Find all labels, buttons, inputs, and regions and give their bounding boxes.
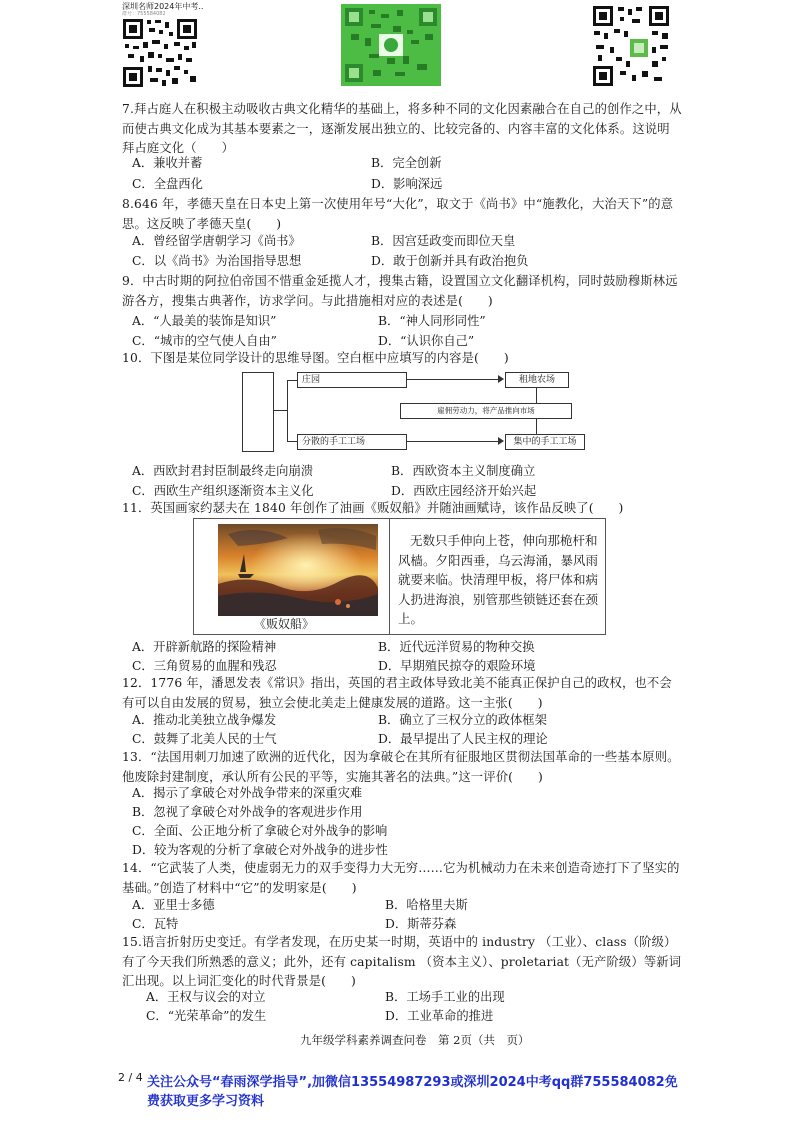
mind-map-connector — [536, 419, 537, 434]
question-15-stem: 15.语言折射历史变迁。有学者发现，在历史某一时期，英语中的 industry （工业）、class（阶级）有了今天我们所熟悉的意义；此外，还有 capitalism （资本主义）、proletariat（无产阶级）等新词汇出现。以上词汇变化的时代背景是( ) — [122, 935, 682, 988]
promo-banner: 关注公众号“春雨深学指导”,加微信13554987293或深圳2024中考qq群755584082免费获取更多学习资料 — [147, 1075, 678, 1109]
painting-divider — [389, 519, 390, 634]
mind-map-node-manor: 庄园 — [297, 372, 407, 388]
mind-map-connector — [287, 380, 288, 442]
right-qr-code — [592, 5, 670, 87]
right-qr-block — [592, 5, 670, 87]
question-12-stem: 12．1776 年，潘恩发表《常识》指出，英国的君主政体导致北美不能真正保护自己的政权，也不会有可以自由发展的贸易，独立会使北美走上健康发展的道路。这一主张( ) — [122, 676, 672, 710]
question-12-option-d: D．最早提出了人民主权的理论 — [378, 732, 548, 746]
question-8-option-a: A．曾经留学唐朝学习《尚书》 — [132, 234, 301, 248]
green-qr-pattern — [341, 4, 441, 86]
question-11-option-b: B．近代远洋贸易的物种交换 — [378, 640, 535, 654]
mind-map-connector — [287, 380, 297, 381]
question-7-option-b: B．完全创新 — [371, 156, 442, 170]
question-8-stem: 8.646 年，孝德天皇在日本史上第一次使用年号“大化”，取文于《尚书》中“施教化，大治天下”的意思。这反映了孝德天皇( ) — [122, 197, 674, 231]
question-7-option-a: A．兼收并蓄 — [132, 156, 203, 170]
question-14-option-b: B．哈格里夫斯 — [385, 898, 468, 912]
question-8-option-b: B．因宫廷政变而即位天皇 — [371, 234, 516, 248]
question-9-stem: 9．中古时期的阿拉伯帝国不惜重金延揽人才，搜集古籍，设置国立文化翻译机构，同时鼓励穆斯林远游各方，搜集古典著作，访求学问。与此措施相对应的表述是( ) — [122, 274, 678, 308]
question-13-option-c: C．全面、公正地分析了拿破仑对外战争的影响 — [132, 824, 388, 838]
question-10-option-a: A．西欧封君封臣制最终走向崩溃 — [132, 464, 314, 478]
question-9-option-d: D．“认识你自己” — [378, 334, 475, 348]
mind-map-arrow — [406, 379, 502, 380]
question-15-option-c: C．“光荣革命”的发生 — [146, 1009, 267, 1023]
question-13-option-a: A．揭示了拿破仑对外战争带来的深重灾难 — [132, 786, 363, 800]
center-green-qr — [341, 4, 441, 86]
mind-map-node-rent-farm: 租地农场 — [505, 372, 569, 388]
mind-map — [240, 370, 577, 455]
mind-map-connector — [536, 388, 537, 403]
question-10-option-d: D．西欧庄园经济开始兴起 — [391, 484, 537, 498]
question-10-option-b: B．西欧资本主义制度确立 — [391, 464, 536, 478]
question-15-option-b: B．工场手工业的出现 — [385, 990, 505, 1004]
question-15-option-d: D．工业革命的推进 — [385, 1009, 494, 1023]
mind-map-connector — [287, 441, 297, 442]
mind-map-node-centralized: 集中的手工工场 — [505, 434, 585, 450]
question-14-option-d: D．斯蒂芬森 — [385, 917, 457, 931]
question-7-stem: 7.拜占庭人在积极主动吸收古典文化精华的基础上，将多种不同的文化因素融合在自己的创作之中，从而使古典文化成为其基本要素之一，逐渐发展出独立的、比较完备的、内容丰富的文化体系。这说明拜占庭文化（ ） — [122, 102, 682, 155]
question-7-option-d: D．影响深远 — [371, 177, 443, 191]
question-10-stem: 10．下图是某位同学设计的思维导图。空白框中应填写的内容是( ) — [122, 351, 509, 365]
left-qr-block — [122, 2, 204, 88]
question-7-option-c: C．全盘西化 — [132, 177, 203, 191]
arrow-head-icon — [498, 375, 504, 383]
mind-map-connector — [273, 410, 287, 411]
question-13-stem: 13．“法国用刺刀加速了欧洲的近代化，因为拿破仑在其所有征服地区贯彻法国革命的一些基本原则。他废除封建制度，承认所有公民的平等，实施其著名的法典。”这一评价( ) — [122, 750, 680, 784]
question-9-option-a: A．“人最美的装饰是知识” — [132, 314, 277, 328]
question-11-stem: 11．英国画家约瑟夫在 1840 年创作了油画《贩奴船》并随油画赋诗，该作品反映了( ) — [122, 501, 624, 515]
slave-ship-painting — [218, 524, 378, 616]
question-12-option-b: B．确立了三权分立的政体框架 — [378, 713, 547, 727]
question-11-option-c: C．三角贸易的血腥和残忍 — [132, 659, 277, 673]
question-13-option-d: D．较为客观的分析了拿破仑对外战争的进步性 — [132, 843, 388, 857]
question-8-option-c: C．以《尚书》为治国指导思想 — [132, 254, 302, 268]
painting-caption: 《贩奴船》 — [254, 617, 315, 631]
question-14-stem: 14．“它武装了人类，使虚弱无力的双手变得力大无穷……它为机械动力在未来创造奇迹打下了坚实的基础。”创造了材料中“它”的发明家是( ) — [122, 861, 680, 895]
painting-frame — [193, 518, 606, 635]
question-14-option-a: A．亚里士多德 — [132, 898, 215, 912]
question-12-option-a: A．推动北美独立战争爆发 — [132, 713, 277, 727]
mind-map-node-wage-labor: 雇佣劳动力，将产品推向市场 — [400, 403, 572, 419]
question-9-option-b: B．“神人同形同性” — [378, 314, 486, 328]
left-qr-sub: 群号：755584082 — [122, 11, 166, 17]
painting-poem: 无数只手伸向上苍，伸向那桅杆和风樯。夕阳西垂，乌云海涌，暴风雨就要来临。快清理甲板，将尸体和病人扔进海浪，别管那些锁链还套在颈上。 — [398, 533, 599, 626]
page-footer-label: 九年级学科素养调查问卷 第 2页（共 页） — [300, 1033, 530, 1047]
left-qr-code — [122, 18, 198, 88]
mind-map-arrow — [406, 441, 502, 442]
mind-map-blank-box — [242, 372, 274, 452]
left-qr-caption: 深圳名师2024年中考.. — [122, 2, 204, 11]
question-15-option-a: A．王权与议会的对立 — [146, 990, 266, 1004]
arrow-head-icon — [498, 437, 504, 445]
mind-map-node-scattered: 分散的手工工场 — [297, 434, 407, 450]
question-8-option-d: D．敢于创新并具有政治抱负 — [371, 254, 529, 268]
question-10-option-c: C．西欧生产组织逐渐资本主义化 — [132, 484, 314, 498]
question-11-option-d: D．早期殖民掠夺的艰险环境 — [378, 659, 536, 673]
question-9-option-c: C．“城市的空气使人自由” — [132, 334, 277, 348]
question-13-option-b: B．忽视了拿破仑对外战争的客观进步作用 — [132, 805, 363, 819]
question-11-option-a: A．开辟新航路的探险精神 — [132, 640, 277, 654]
question-12-option-c: C．鼓舞了北美人民的士气 — [132, 732, 277, 746]
page-number: 2 / 4 — [118, 1071, 143, 1084]
question-14-option-c: C．瓦特 — [132, 917, 179, 931]
